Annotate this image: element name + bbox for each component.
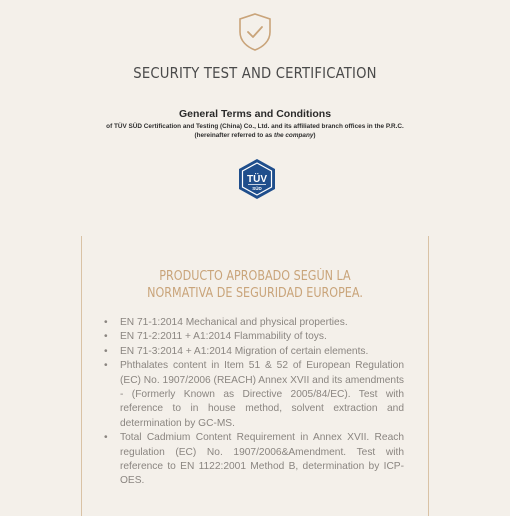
tuv-sud-logo bbox=[236, 158, 278, 200]
shield-check-icon bbox=[237, 12, 273, 52]
panel-heading-line2: NORMATIVA DE SEGURIDAD EUROPEA. bbox=[147, 286, 363, 301]
terms-reference-line: (hereinafter referred to as the company) bbox=[194, 132, 316, 139]
list-item bbox=[104, 345, 404, 359]
list-item-text: Phthalates content in Item 51 & 52 of European Regulation (EC) No. 1907/2006 (REACH) Annex XVII and its amendments - (Formerly Known as Directive 2005/84/EC). Test with reference to in house method, solvent extraction and determination by GC-MS. bbox=[120, 360, 404, 429]
page-title: SECURITY TEST AND CERTIFICATION bbox=[133, 64, 377, 82]
panel-heading bbox=[36, 268, 475, 302]
list-item bbox=[104, 330, 404, 344]
tuv-logo-top-text: TÜV bbox=[247, 174, 267, 185]
bullet: • bbox=[104, 360, 108, 372]
list-item-text: EN 71-1:2014 Mechanical and physical properties. bbox=[120, 317, 348, 328]
terms-company-line: of TÜV SÜD Certification and Testing (China) Co., Ltd. and its affiliated branch offices in the P.R.C. bbox=[106, 123, 404, 130]
list-item-text: Total Cadmium Content Requirement in Annex XVII. Reach regulation (EC) No. 1907/2006&Amendment. Test with reference to EN 1122:2001 Method B, determination by ICP-OES. bbox=[120, 432, 404, 487]
tuv-logo-bottom-text: SÜD bbox=[252, 186, 262, 191]
list-item-text: EN 71-2:2011 + A1:2014 Flammability of toys. bbox=[120, 331, 327, 343]
bullet: • bbox=[104, 317, 108, 328]
standards-list bbox=[104, 316, 404, 489]
list-item-text: EN 71-3:2014 + A1:2014 Migration of certain elements. bbox=[120, 345, 369, 357]
header-emblem bbox=[0, 12, 510, 57]
bullet: • bbox=[104, 331, 108, 343]
list-item bbox=[104, 359, 404, 431]
panel-heading-line1: PRODUCTO APROBADO SEGÚN LA bbox=[159, 269, 351, 284]
bullet: • bbox=[104, 345, 108, 357]
bullet: • bbox=[104, 432, 108, 444]
terms-heading: General Terms and Conditions bbox=[178, 108, 332, 120]
list-item bbox=[104, 316, 404, 330]
list-item bbox=[104, 431, 404, 489]
